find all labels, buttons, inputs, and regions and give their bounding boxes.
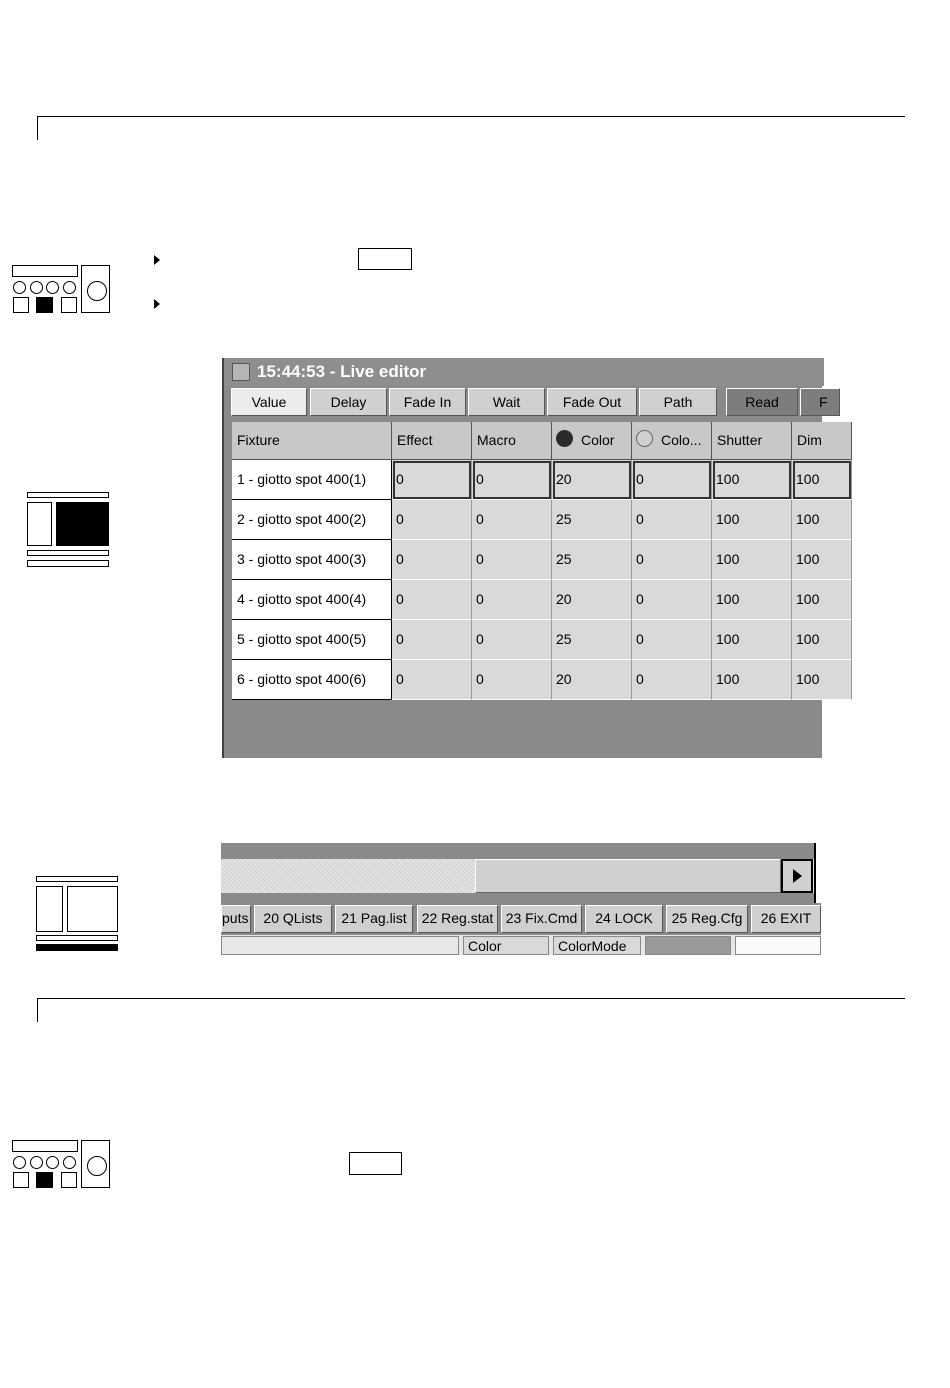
status-field-end	[735, 936, 821, 955]
cell-colo[interactable]: 0	[632, 620, 712, 660]
fkey-lock[interactable]: 24 LOCK	[585, 905, 663, 933]
section-rule-bottom	[37, 998, 905, 999]
cell-effect[interactable]: 0	[392, 540, 472, 580]
cell-dim[interactable]: 100	[792, 660, 852, 700]
status-field-color: Color	[463, 936, 549, 955]
header-shutter: Shutter	[712, 422, 792, 460]
title-bar	[224, 358, 824, 386]
cell-dim[interactable]: 100	[792, 540, 852, 580]
header-dim: Dim	[792, 422, 852, 460]
scroll-right-button[interactable]	[781, 859, 813, 893]
cell-dim[interactable]: 100	[792, 500, 852, 540]
cell-effect[interactable]: 0	[392, 660, 472, 700]
fkey-reg-stat[interactable]: 22 Reg.stat	[417, 905, 498, 933]
cell-color[interactable]: 25	[552, 540, 632, 580]
arrow-right-icon	[793, 869, 802, 883]
cell-color[interactable]: 20	[552, 580, 632, 620]
cell-color[interactable]: 25	[552, 620, 632, 660]
section-rule-top	[37, 116, 905, 117]
cell-color[interactable]: 20	[552, 660, 632, 700]
tab-f[interactable]: F	[800, 388, 840, 416]
cell-macro[interactable]: 0	[472, 660, 552, 700]
cell-fixture[interactable]: 6 - giotto spot 400(6)	[232, 660, 392, 700]
cell-macro[interactable]: 0	[472, 540, 552, 580]
cell-fixture[interactable]: 4 - giotto spot 400(4)	[232, 580, 392, 620]
fkey-reg-cfg[interactable]: 25 Reg.Cfg	[666, 905, 748, 933]
scroll-region	[221, 859, 817, 893]
fixture-table	[232, 460, 852, 700]
fkey-pag-list[interactable]: 21 Pag.list	[335, 905, 413, 933]
cell-shutter[interactable]: 100	[712, 540, 792, 580]
header-color-label: Color	[581, 432, 615, 448]
header-effect: Effect	[392, 422, 472, 460]
cell-dim[interactable]: 100	[792, 580, 852, 620]
cell-colo[interactable]: 0	[632, 540, 712, 580]
window-title: 15:44:53 - Live editor	[257, 362, 427, 381]
tab-value[interactable]: Value	[231, 388, 307, 416]
console-keypad-icon	[12, 265, 110, 314]
tab-path[interactable]: Path	[639, 388, 717, 416]
header-color	[552, 422, 632, 460]
section-rule-bottom-tick	[37, 998, 38, 1022]
cell-fixture[interactable]: 1 - giotto spot 400(1)	[232, 460, 392, 500]
cell-colo[interactable]: 0	[632, 500, 712, 540]
cell-macro[interactable]: 0	[472, 580, 552, 620]
status-field-main	[221, 936, 459, 955]
header-macro: Macro	[472, 422, 552, 460]
cell-colo[interactable]: 0	[632, 580, 712, 620]
tab-fade-out[interactable]: Fade Out	[547, 388, 637, 416]
scroll-track[interactable]	[221, 859, 475, 893]
bottom-bar-screenshot	[221, 843, 821, 955]
section-rule-top-tick	[37, 116, 38, 140]
fkey-qlists[interactable]: 20 QLists	[254, 905, 332, 933]
header-colo	[632, 422, 712, 460]
cell-shutter[interactable]: 100	[712, 500, 792, 540]
header-colo-label: Colo...	[661, 432, 702, 448]
key-button	[358, 248, 412, 270]
key-button-2	[349, 1152, 402, 1175]
cell-shutter[interactable]: 100	[712, 660, 792, 700]
cell-shutter[interactable]: 100	[712, 620, 792, 660]
cell-dim[interactable]: 100	[792, 620, 852, 660]
scroll-frame-right	[814, 843, 821, 903]
tab-delay[interactable]: Delay	[310, 388, 387, 416]
cell-colo[interactable]: 0	[632, 460, 712, 500]
bullet-icon	[154, 299, 160, 309]
cell-effect[interactable]: 0	[392, 620, 472, 660]
fkey-exit[interactable]: 26 EXIT	[751, 905, 821, 933]
cell-macro[interactable]: 0	[472, 460, 552, 500]
cell-fixture[interactable]: 2 - giotto spot 400(2)	[232, 500, 392, 540]
scrollbar-thumb[interactable]	[475, 859, 781, 893]
app-icon	[232, 363, 250, 381]
screen-layout-bottom-icon	[36, 876, 118, 952]
tab-fade-in[interactable]: Fade In	[389, 388, 466, 416]
cell-color[interactable]: 25	[552, 500, 632, 540]
fkey-puts[interactable]: puts	[221, 905, 251, 933]
cell-effect[interactable]: 0	[392, 500, 472, 540]
cell-macro[interactable]: 0	[472, 620, 552, 660]
cell-shutter[interactable]: 100	[712, 580, 792, 620]
cell-macro[interactable]: 0	[472, 500, 552, 540]
cell-colo[interactable]: 0	[632, 660, 712, 700]
color-dot-icon	[556, 430, 573, 447]
status-bar	[221, 935, 821, 955]
color-dot-empty-icon	[636, 430, 653, 447]
bullet-icon	[154, 255, 160, 265]
cell-effect[interactable]: 0	[392, 580, 472, 620]
header-fixture: Fixture	[232, 422, 392, 460]
cell-dim[interactable]: 100	[792, 460, 852, 500]
cell-fixture[interactable]: 3 - giotto spot 400(3)	[232, 540, 392, 580]
cell-shutter[interactable]: 100	[712, 460, 792, 500]
cell-fixture[interactable]: 5 - giotto spot 400(5)	[232, 620, 392, 660]
live-editor-window	[222, 358, 828, 758]
cell-color[interactable]: 20	[552, 460, 632, 500]
tab-wait[interactable]: Wait	[468, 388, 545, 416]
status-field-colormode: ColorMode	[553, 936, 641, 955]
console-keypad-icon-2	[12, 1140, 110, 1189]
status-field-blank	[645, 936, 731, 955]
fkey-fix-cmd[interactable]: 23 Fix.Cmd	[501, 905, 582, 933]
screen-layout-icon	[27, 492, 109, 568]
cell-effect[interactable]: 0	[392, 460, 472, 500]
tab-read[interactable]: Read	[726, 388, 798, 416]
